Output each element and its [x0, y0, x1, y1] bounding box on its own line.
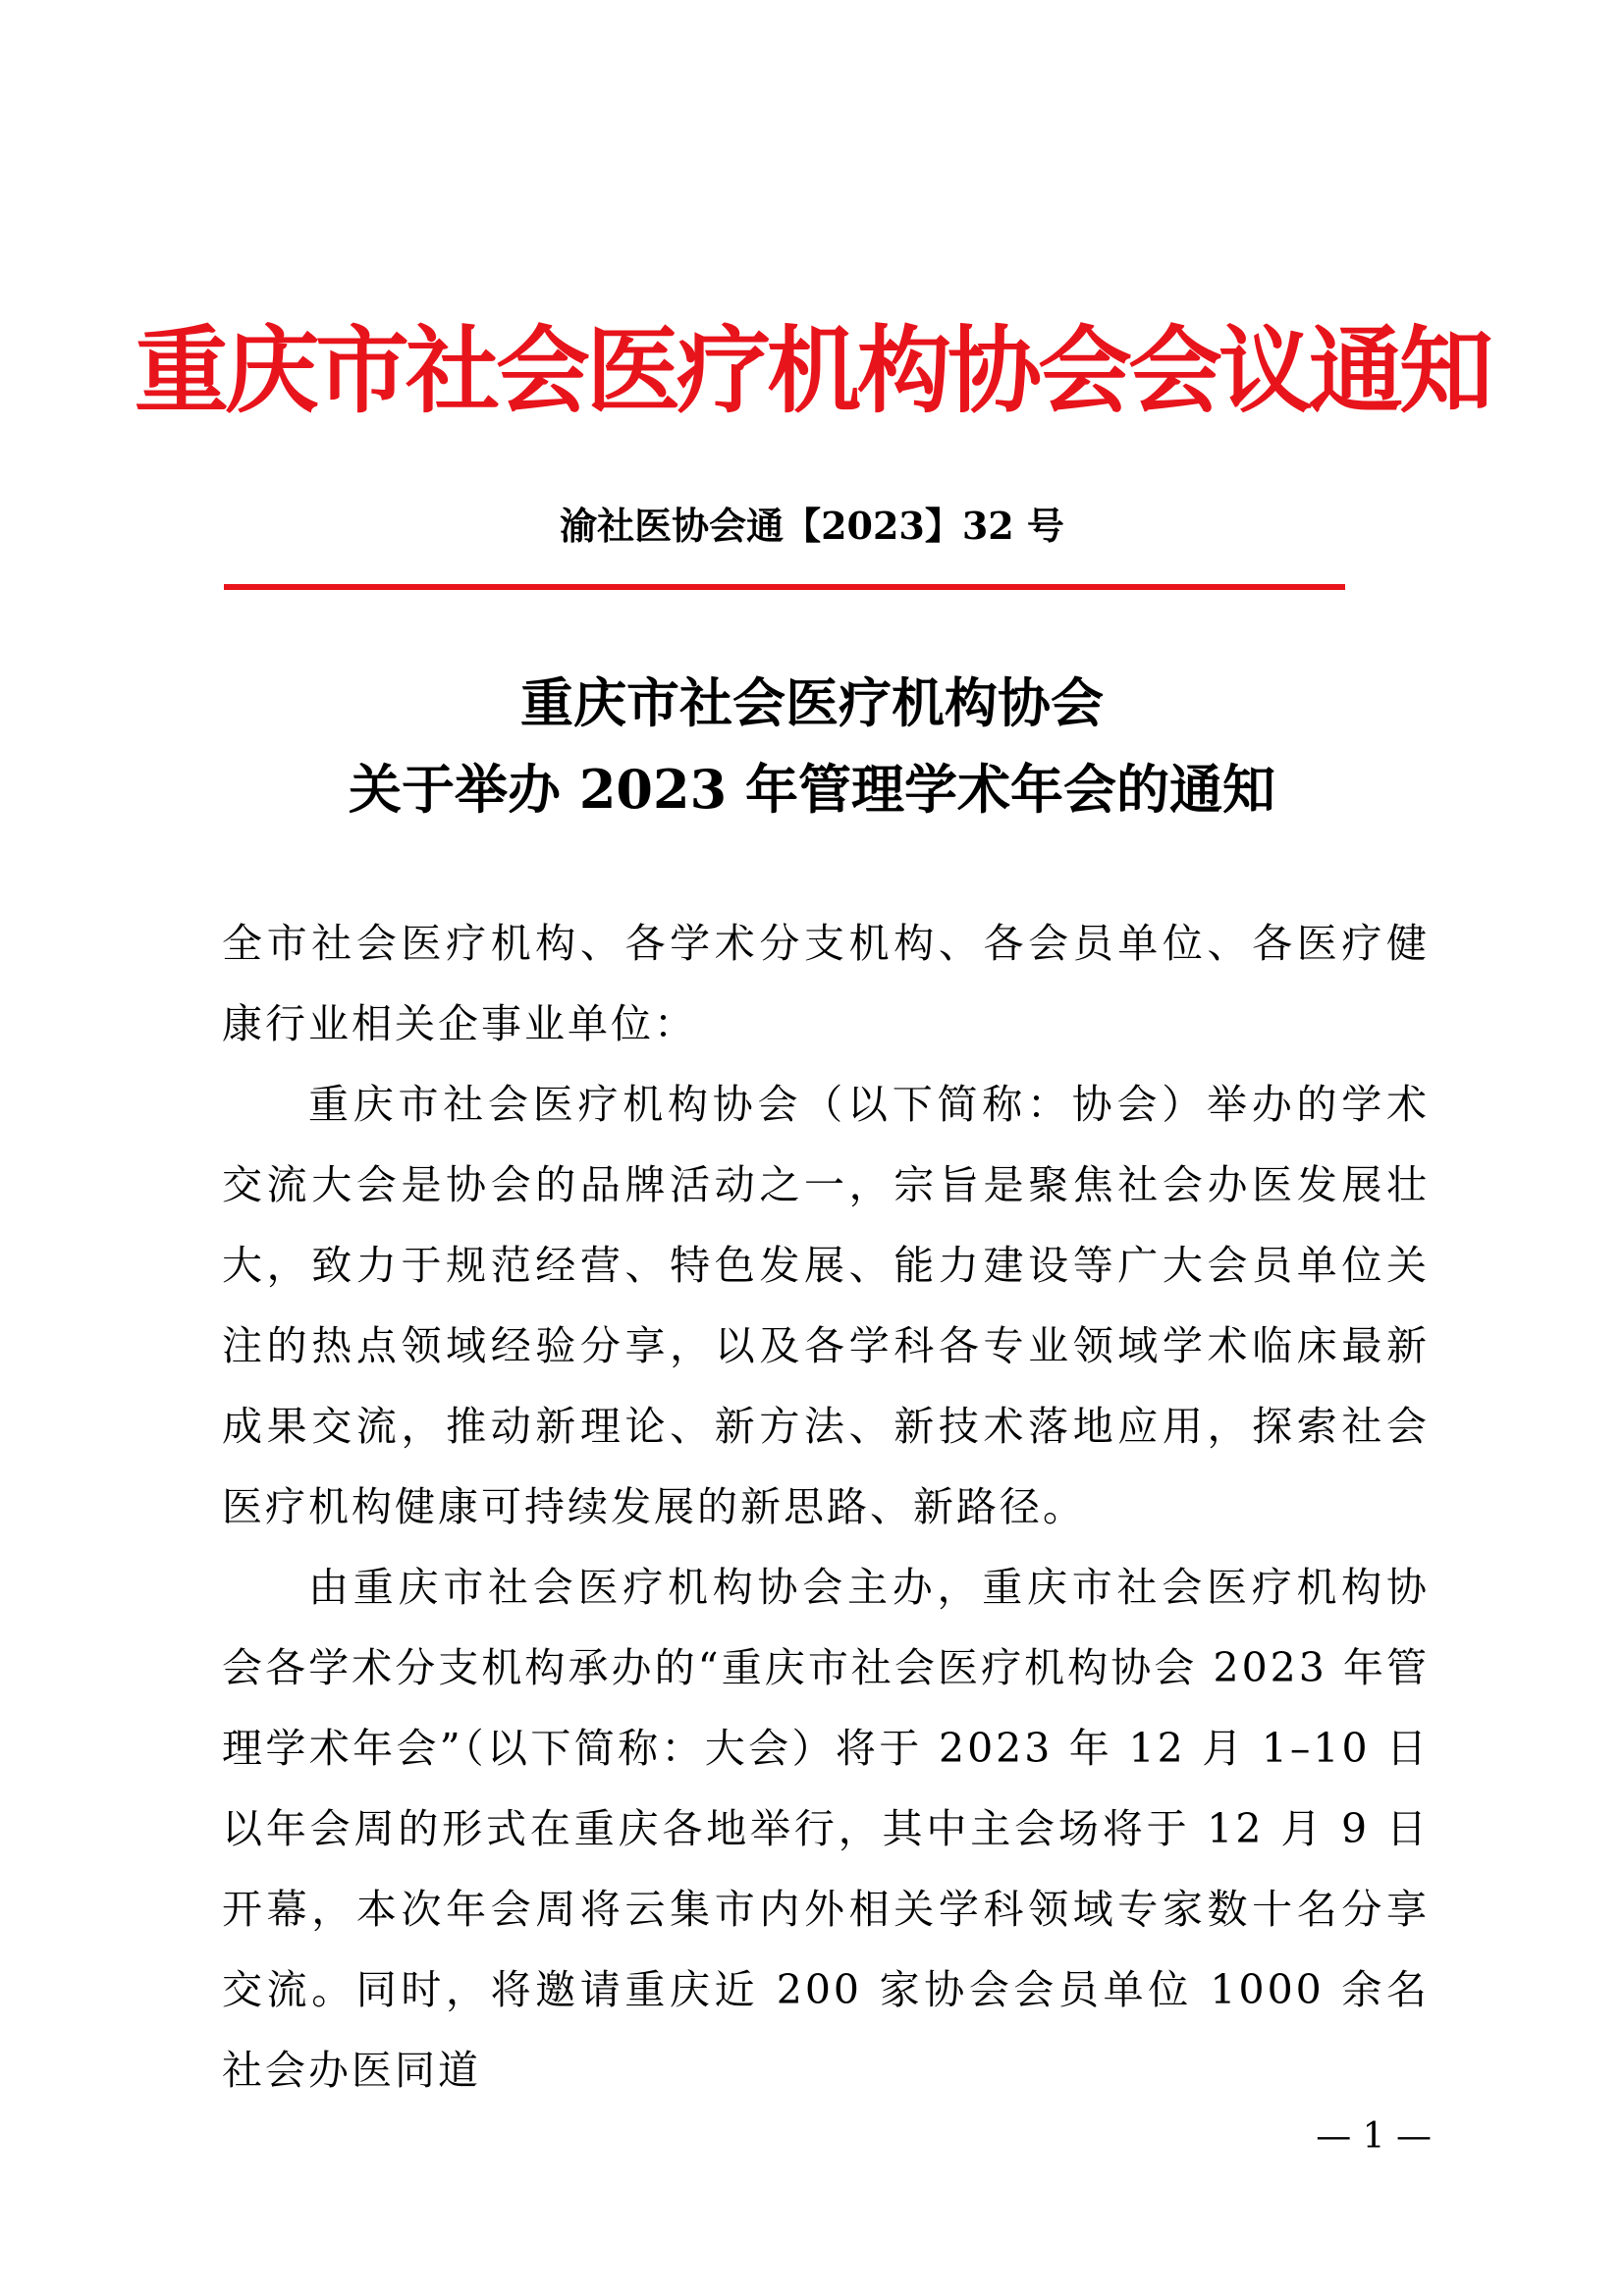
notice-title: [0, 660, 1624, 832]
body-paragraph-1: 重庆市社会医疗机构协会（以下简称：协会）举办的学术交流大会是协会的品牌活动之一，宗旨是聚焦社会办医发展壮大，致力于规范经营、特色发展、能力建设等广大会员单位关注的热点领域经验分享，以及各学科各专业领域学术临床最新成果交流，推动新理论、新方法、新技术落地应用，探索社会医疗机构健康可持续发展的新思路、新路径。: [222, 1081, 1430, 1530]
masthead-title: 重庆市社会医疗机构协会会议通知: [135, 316, 1489, 426]
red-divider-line: [224, 584, 1345, 590]
body-paragraph-2: 由重庆市社会医疗机构协会主办，重庆市社会医疗机构协会各学术分支机构承办的“重庆市社会医疗机构协会 2023 年管理学术年会”（以下简称：大会）将于 2023 年 12 月 1–10 日以年会周的形式在重庆各地举行，其中主会场将于 12 月 9 日开幕，本次年会周将云集市内外相关学科领域专家数十名分享交流。同时，将邀请重庆近 200 家协会会员单位 1000 余名社会办医同道: [222, 1564, 1430, 2094]
notice-title-line-1: 重庆市社会医疗机构协会: [520, 671, 1104, 734]
page-number: — 1 —: [1316, 2116, 1432, 2157]
salutation: 全市社会医疗机构、各学术分支机构、各会员单位、各医疗健康行业相关企事业单位：: [222, 920, 1430, 1047]
notice-body: [222, 903, 1430, 2110]
document-number: 渝社医协会通【2023】32 号: [560, 504, 1064, 548]
notice-title-line-2: 关于举办 2023 年管理学术年会的通知: [349, 758, 1275, 821]
